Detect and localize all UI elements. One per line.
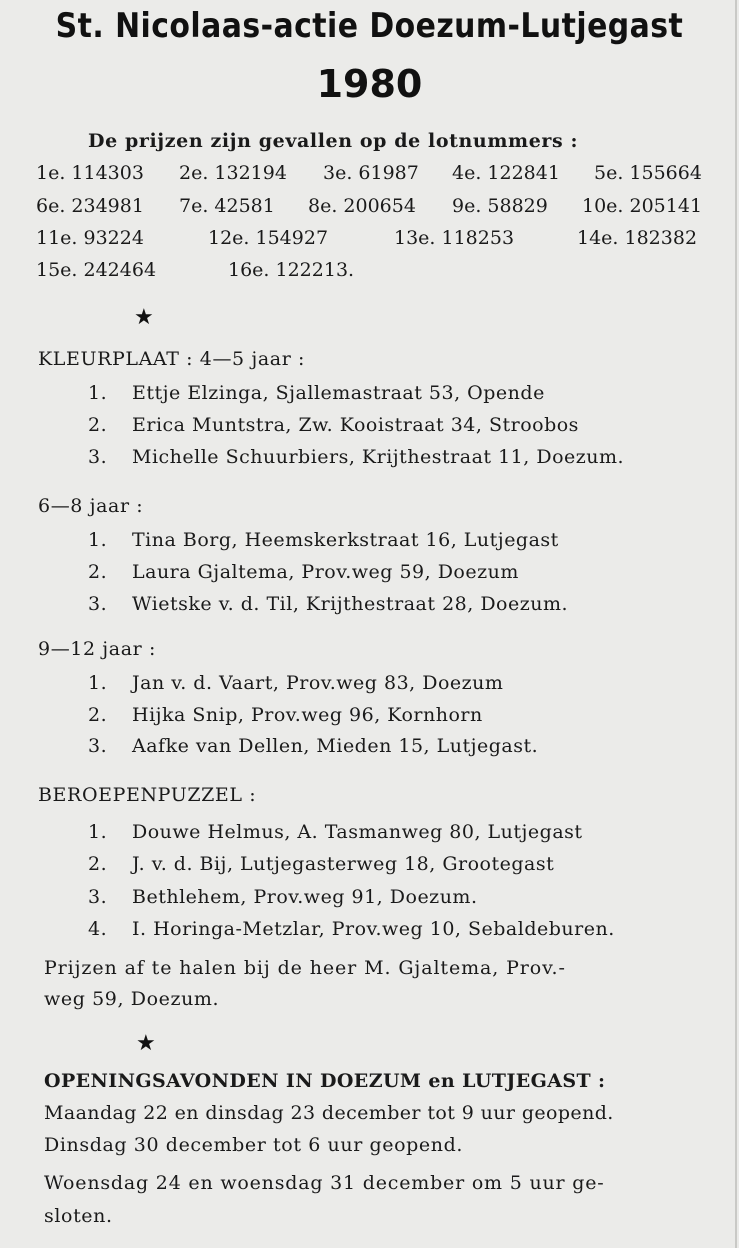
- lot-number: 10e. 205141: [582, 195, 703, 217]
- list-item: 1. Ettje Elzinga, Sjallemastraat 53, Opende: [88, 382, 545, 404]
- star-icon: ★: [136, 1031, 156, 1056]
- lot-number: 1e. 114303: [36, 162, 144, 184]
- clipping-edge: [735, 0, 737, 1248]
- list-item: 3. Wietske v. d. Til, Krijthestraat 28, Doezum.: [88, 593, 569, 615]
- list-item: 1. Jan v. d. Vaart, Prov.weg 83, Doezum: [88, 672, 504, 694]
- openings-heading: OPENINGSAVONDEN IN DOEZUM en LUTJEGAST :: [44, 1070, 606, 1092]
- list-item: 2. Laura Gjaltema, Prov.weg 59, Doezum: [88, 561, 519, 583]
- pickup-text: Prijzen af te halen bij de heer M. Gjaltema, Prov.-: [44, 957, 566, 979]
- lot-row: [36, 162, 726, 192]
- lot-row: [36, 259, 726, 289]
- list-item: 4. I. Horinga-Metzlar, Prov.weg 10, Sebaldeburen.: [88, 918, 615, 940]
- lot-number: 2e. 132194: [179, 162, 287, 184]
- lot-number: 11e. 93224: [36, 227, 144, 249]
- list-item: 3. Aafke van Dellen, Mieden 15, Lutjegast.: [88, 735, 539, 757]
- lot-number: 6e. 234981: [36, 195, 144, 217]
- pickup-text: weg 59, Doezum.: [44, 988, 220, 1010]
- lot-number: 9e. 58829: [452, 195, 548, 217]
- page-year: 1980: [316, 62, 423, 106]
- age-group-heading: 9—12 jaar :: [38, 638, 156, 660]
- list-item: 2. J. v. d. Bij, Lutjegasterweg 18, Grootegast: [88, 853, 555, 875]
- lot-number: 13e. 118253: [394, 227, 515, 249]
- intro-line: De prijzen zijn gevallen op de lotnummers :: [88, 130, 579, 152]
- lot-number: 4e. 122841: [452, 162, 560, 184]
- lot-number: 15e. 242464: [36, 259, 157, 281]
- list-item: 3. Bethlehem, Prov.weg 91, Doezum.: [88, 886, 478, 908]
- openings-line: sloten.: [44, 1205, 113, 1227]
- lot-number: 12e. 154927: [208, 227, 329, 249]
- star-icon: ★: [134, 305, 154, 330]
- lot-number: 7e. 42581: [179, 195, 275, 217]
- openings-line: Woensdag 24 en woensdag 31 december om 5 uur ge-: [44, 1172, 605, 1194]
- page-title: St. Nicolaas-actie Doezum-Lutjegast: [55, 6, 684, 46]
- beroepenpuzzel-heading: BEROEPENPUZZEL :: [38, 784, 257, 806]
- list-item: 2. Erica Muntstra, Zw. Kooistraat 34, Stroobos: [88, 414, 579, 436]
- lot-number: 5e. 155664: [594, 162, 702, 184]
- list-item: 1. Douwe Helmus, A. Tasmanweg 80, Lutjegast: [88, 821, 583, 843]
- openings-line: Dinsdag 30 december tot 6 uur geopend.: [44, 1134, 464, 1156]
- list-item: 1. Tina Borg, Heemskerkstraat 16, Lutjegast: [88, 529, 559, 551]
- lot-number: 8e. 200654: [308, 195, 416, 217]
- kleurplaat-heading: KLEURPLAAT : 4—5 jaar :: [38, 348, 306, 370]
- lot-row: [36, 227, 726, 257]
- lot-number: 3e. 61987: [323, 162, 419, 184]
- list-item: 3. Michelle Schuurbiers, Krijthestraat 11, Doezum.: [88, 446, 625, 468]
- lot-number: 14e. 182382: [577, 227, 698, 249]
- age-group-heading: 6—8 jaar :: [38, 495, 144, 517]
- list-item: 2. Hijka Snip, Prov.weg 96, Kornhorn: [88, 704, 483, 726]
- lot-number: 16e. 122213.: [228, 259, 355, 281]
- openings-line: Maandag 22 en dinsdag 23 december tot 9 uur geopend.: [44, 1102, 614, 1124]
- lot-row: [36, 195, 726, 225]
